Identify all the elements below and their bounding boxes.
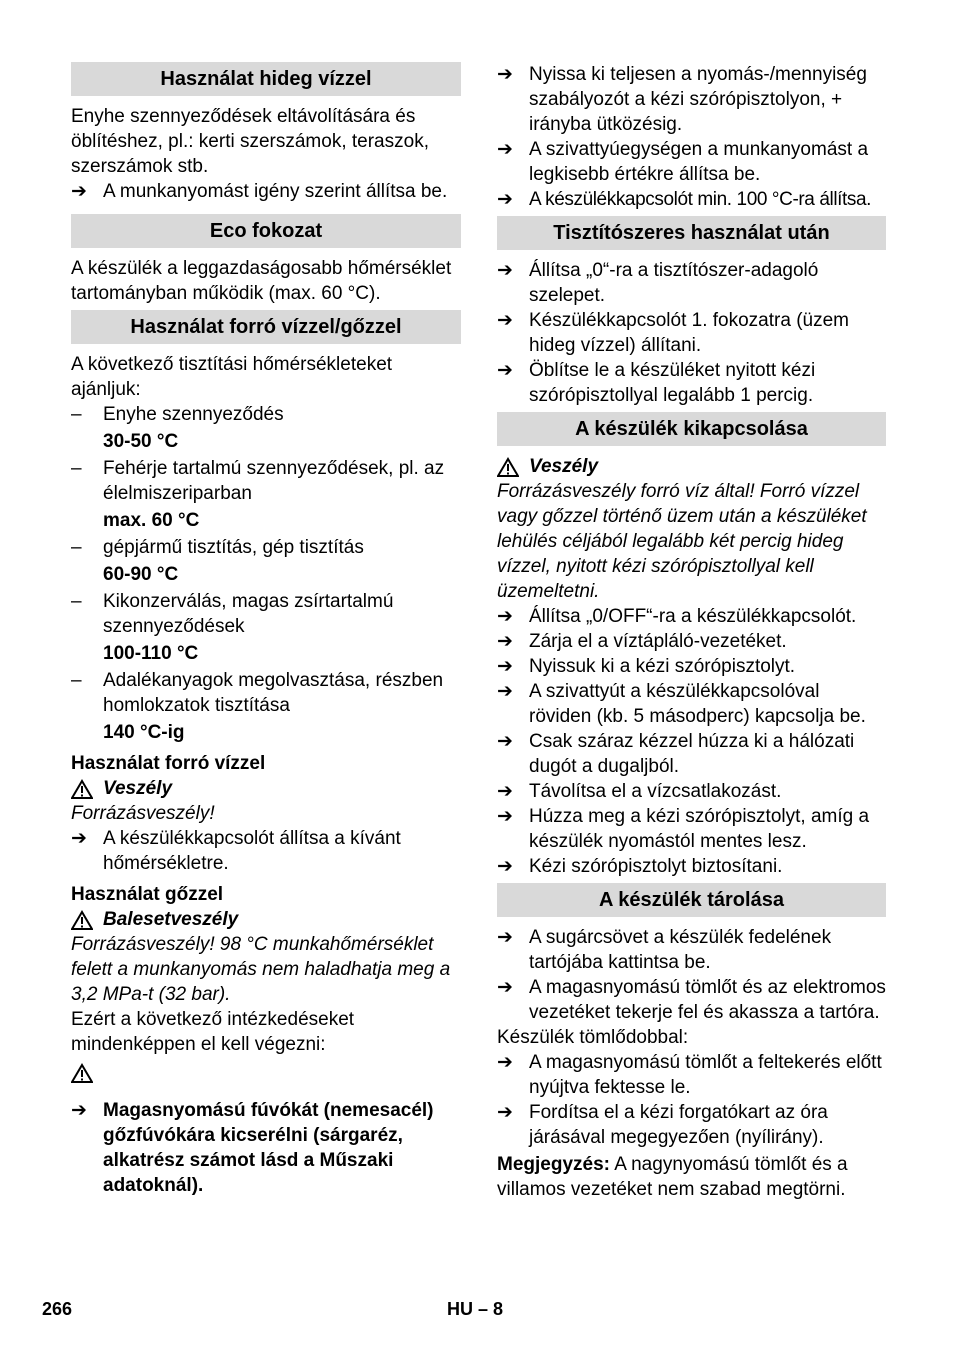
step-item: [497, 679, 886, 729]
danger-warning: [71, 776, 461, 801]
step-item: [497, 925, 886, 975]
step-item: [497, 62, 886, 137]
note-text: A nagynyomású tömlőt és a villamos vezetéket nem szabad megtörni.: [497, 1154, 848, 1200]
step-item: [497, 804, 886, 854]
temp-value: 60-90 °C: [103, 564, 179, 585]
dash-icon: –: [71, 537, 82, 558]
warning-triangle-icon: [71, 1063, 93, 1083]
step-item: [497, 604, 886, 629]
cold-water-text: Enyhe szennyeződések eltávolítására és öblítéshez, pl.: kerti szerszámok, teraszok, szerszámok stb.: [71, 106, 429, 177]
section-heading-hot-water: Használat forró vízzel/gőzzel: [71, 310, 461, 344]
step-item: [497, 975, 886, 1025]
temp-item: [71, 589, 461, 639]
arrow-icon: ➔: [497, 681, 513, 702]
arrow-icon: ➔: [497, 260, 513, 281]
step-item: [497, 654, 886, 679]
step-text: A szivattyút a készülékkapcsolóval röviden (kb. 5 másodperc) kapcsolja be.: [529, 681, 866, 727]
hot-water-step: [71, 826, 461, 876]
arrow-icon: ➔: [497, 139, 513, 160]
arrow-icon: ➔: [497, 360, 513, 381]
temp-label: Fehérje tartalmú szennyeződések, pl. az élelmiszeriparban: [103, 458, 445, 504]
left-column: [71, 62, 461, 1198]
cold-water-step: [71, 179, 461, 204]
arrow-icon: ➔: [497, 781, 513, 802]
step-text: Húzza meg a kézi szórópisztolyt, amíg a készülék nyomástól mentes lesz.: [529, 806, 870, 852]
step-text: Nyissa ki teljesen a nyomás-/mennyiség szabályozót a kézi szórópisztolyon, + irányba ütközésig.: [529, 64, 867, 135]
step-item: [497, 187, 886, 212]
arrow-icon: ➔: [71, 1100, 87, 1121]
temp-value: 30-50 °C: [103, 431, 179, 452]
step-text: Állítsa „0/OFF“-ra a készülékkapcsolót.: [529, 606, 857, 627]
dash-icon: –: [71, 670, 82, 691]
step-text: Távolítsa el a vízcsatlakozást.: [529, 781, 782, 802]
arrow-icon: ➔: [497, 606, 513, 627]
arrow-icon: ➔: [497, 927, 513, 948]
step-item: [497, 779, 886, 804]
warning-label: Veszély: [529, 456, 599, 477]
right-column: [497, 62, 886, 1202]
warning-label: Veszély: [103, 778, 173, 799]
temp-value: 140 °C-ig: [103, 722, 185, 743]
temp-item: [71, 535, 461, 560]
step-text: Fordítsa el a kézi forgatókart az óra járásával megegyezően (nyílirány).: [529, 1102, 828, 1148]
arrow-icon: ➔: [497, 64, 513, 85]
arrow-icon: ➔: [71, 828, 87, 849]
section-heading-storage: A készülék tárolása: [497, 883, 886, 917]
arrow-icon: ➔: [71, 181, 87, 202]
step-item: [497, 308, 886, 358]
note: [497, 1152, 886, 1202]
temp-value: max. 60 °C: [103, 510, 200, 531]
step-item: [497, 258, 886, 308]
step-item: [497, 358, 886, 408]
step-item: [497, 137, 886, 187]
step-text: A szivattyúegységen a munkanyomást a legkisebb értékre állítsa be.: [529, 139, 869, 185]
note-label: Megjegyzés:: [497, 1154, 610, 1175]
step-item: [497, 854, 886, 879]
step-text: A készülékkapcsolót állítsa a kívánt hőmérsékletre.: [103, 828, 401, 874]
temp-label: Enyhe szennyeződés: [103, 404, 284, 425]
dash-icon: –: [71, 404, 82, 425]
step-text: A sugárcsövet a készülék fedelének tartójába kattintsa be.: [529, 927, 832, 973]
arrow-icon: ➔: [497, 310, 513, 331]
step-item: [497, 629, 886, 654]
accident-warning: [71, 907, 461, 932]
subheading-hot-water: Használat forró vízzel: [71, 753, 266, 774]
temp-item: [71, 668, 461, 718]
warning-label: Balesetveszély: [103, 909, 239, 930]
warning-triangle-icon: [71, 910, 93, 930]
arrow-icon: ➔: [497, 731, 513, 752]
temp-item: [71, 402, 461, 427]
hot-intro-text: A következő tisztítási hőmérsékleteket ajánljuk:: [71, 354, 393, 400]
arrow-icon: ➔: [497, 656, 513, 677]
arrow-icon: ➔: [497, 856, 513, 877]
step-text: A munkanyomást igény szerint állítsa be.: [103, 181, 448, 202]
section-heading-switch-off: A készülék kikapcsolása: [497, 412, 886, 446]
step-text: Csak száraz kézzel húzza ki a hálózati dugót a dugaljból.: [529, 731, 855, 777]
subheading-steam: Használat gőzzel: [71, 884, 224, 905]
steam-step: [71, 1098, 461, 1198]
eco-text: A készülék a leggazdaságosabb hőmérséklet tartományban működik (max. 60 °C).: [71, 258, 452, 304]
step-text: A magasnyomású tömlőt és az elektromos vezetéket tekerje fel és akassza a tartóra.: [529, 977, 886, 1023]
section-heading-detergent: Tisztítószeres használat után: [497, 216, 886, 250]
dash-icon: –: [71, 458, 82, 479]
warning-triangle-icon: [497, 457, 519, 477]
scald-warning-text: Forrázásveszély!: [71, 803, 215, 824]
step-text: Magasnyomású fúvókát (nemesacél) gőzfúvókára kicserélni (sárgaréz, alkatrész számot lásd a Műszaki adatoknál).: [103, 1100, 434, 1196]
danger-warning: [497, 454, 886, 479]
arrow-icon: ➔: [497, 631, 513, 652]
step-text: Zárja el a víztápláló-vezetéket.: [529, 631, 787, 652]
temp-value: 100-110 °C: [103, 643, 199, 664]
steam-text: Ezért a következő intézkedéseket mindenképpen el kell végezni:: [71, 1009, 355, 1055]
step-text: Kézi szórópisztolyt biztosítani.: [529, 856, 783, 877]
step-item: [497, 1050, 886, 1100]
step-item: [497, 1100, 886, 1150]
step-text: Nyissuk ki a kézi szórópisztolyt.: [529, 656, 796, 677]
arrow-icon: ➔: [497, 1102, 513, 1123]
arrow-icon: ➔: [497, 977, 513, 998]
switch-off-warning-text: Forrázásveszély forró víz által! Forró vízzel vagy gőzzel történő üzem után a készüléket lehülés céljából legalább két percig hideg vízzel, nyitott kézi szórópisztollyal kell üzemeltetni.: [497, 481, 867, 602]
temp-label: Kikonzerválás, magas zsírtartalmú szennyeződések: [103, 591, 394, 637]
warning-triangle-icon: [71, 779, 93, 799]
hose-reel-label: Készülék tömlődobbal:: [497, 1027, 689, 1048]
steam-warning-text: Forrázásveszély! 98 °C munkahőmérséklet felett a munkanyomás nem haladhatja meg a 3,2 MPa-t (32 bar).: [71, 934, 451, 1005]
step-text: A magasnyomású tömlőt a feltekerés előtt nyújtva fektesse le.: [529, 1052, 882, 1098]
temp-label: Adalékanyagok megolvasztása, részben homlokzatok tisztítása: [103, 670, 444, 716]
step-text: Készülékkapcsolót 1. fokozatra (üzem hideg vízzel) állítani.: [529, 310, 849, 356]
arrow-icon: ➔: [497, 189, 513, 210]
page-number: 266: [42, 1299, 73, 1319]
temp-item: [71, 456, 461, 506]
dash-icon: –: [71, 591, 82, 612]
step-text: Öblítse le a készüléket nyitott kézi szórópisztollyal legalább 1 percig.: [529, 360, 816, 406]
arrow-icon: ➔: [497, 1052, 513, 1073]
section-heading-cold-water: Használat hideg vízzel: [71, 62, 461, 96]
section-heading-eco: Eco fokozat: [71, 214, 461, 248]
step-text: Állítsa „0“-ra a tisztítószer-adagoló szelepet.: [529, 260, 819, 306]
step-text: A készülékkapcsolót min. 100 °C-ra állítsa.: [529, 189, 872, 210]
language-page-label: HU – 8: [447, 1299, 504, 1319]
arrow-icon: ➔: [497, 806, 513, 827]
temp-label: gépjármű tisztítás, gép tisztítás: [103, 537, 364, 558]
step-item: [497, 729, 886, 779]
